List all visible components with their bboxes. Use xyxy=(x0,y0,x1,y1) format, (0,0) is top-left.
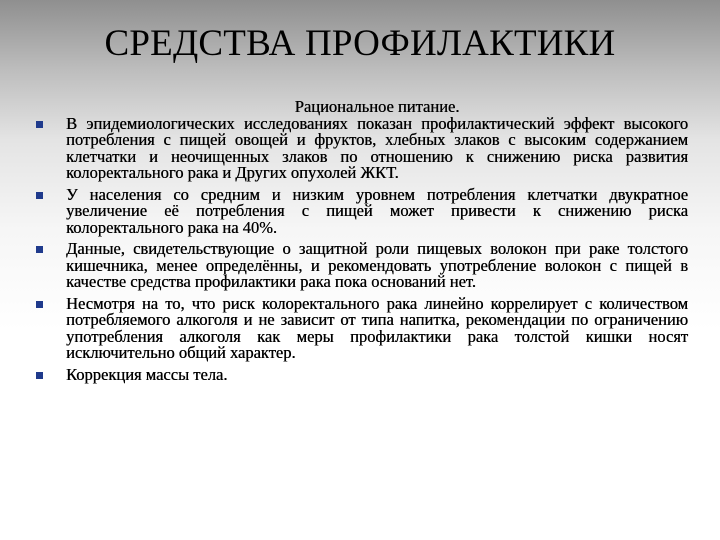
list-item-text: Несмотря на то, что риск колоректального рака линейно коррелирует с количеством потребляемого алкоголя и не зависит от типа напитка, рекомендации по ограничению употребления алкоголя как меры профилактики рака толстой кишки носят исключительно общий характер. xyxy=(66,293,688,362)
square-bullet-icon xyxy=(36,192,43,199)
slide-subtitle: Рациональное питание. xyxy=(294,97,460,116)
slide-content xyxy=(36,99,688,388)
slide-title: СРЕДСТВА ПРОФИЛАКТИКИ xyxy=(104,23,616,64)
square-bullet-icon xyxy=(36,246,43,253)
list-item-text: Коррекция массы тела. xyxy=(66,364,228,384)
list-item xyxy=(36,184,688,237)
list-item xyxy=(36,364,688,384)
bullet-list xyxy=(36,113,688,384)
square-bullet-icon xyxy=(36,121,43,128)
list-item-text: У населения со средним и низким уровнем потребления клетчатки двукратное увеличение её потребления с пищей может привести к снижению риска колоректального рака на 40%. xyxy=(66,184,688,237)
list-item-text: В эпидемиологических исследованиях показан профилактический эффект высокого потребления с пищей овощей и фруктов, хлебных злаков с высоким содержанием клетчатки и неочищенных злаков по отношению к снижению риска развития колоректального рака и Других опухолей ЖКТ. xyxy=(66,113,688,182)
list-item xyxy=(36,113,688,182)
list-item xyxy=(36,241,688,291)
square-bullet-icon xyxy=(36,301,43,308)
list-item-text: Данные, свидетельствующие о защитной роли пищевых волокон при раке толстого кишечника, менее определённы, и рекомендовать употребление волокон с пищей в качестве средства профилактики рака пока оснований нет. xyxy=(66,239,688,291)
list-item xyxy=(36,293,688,362)
square-bullet-icon xyxy=(36,372,43,379)
